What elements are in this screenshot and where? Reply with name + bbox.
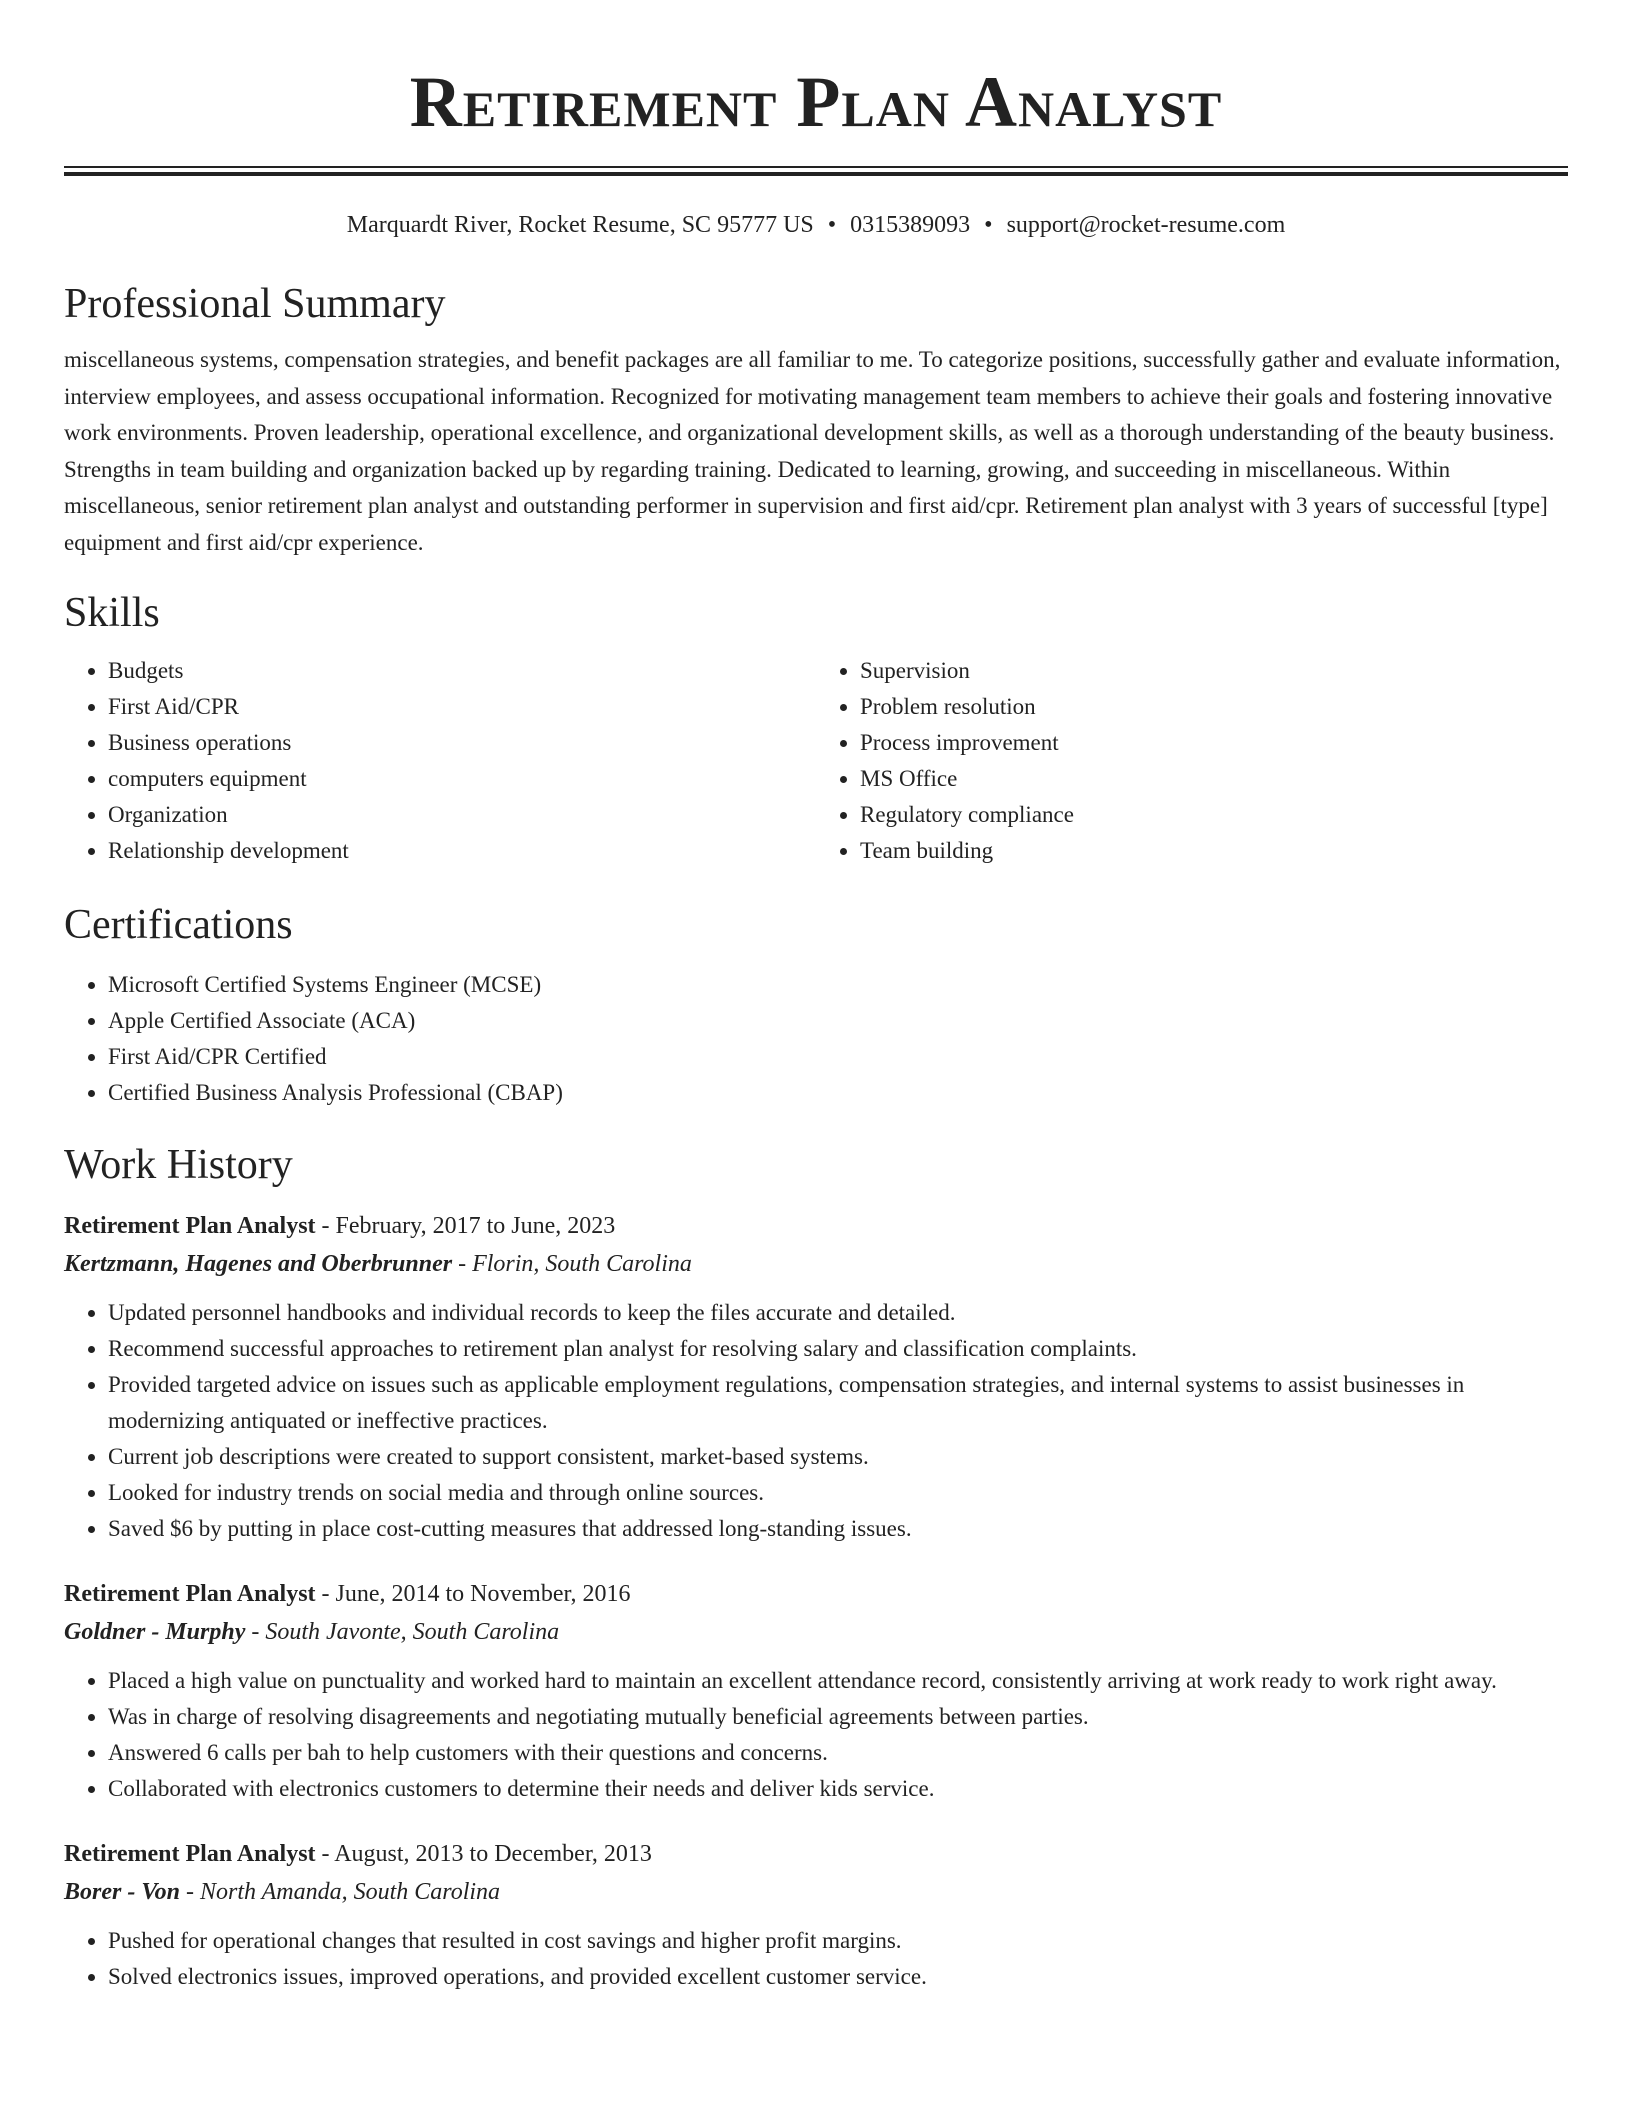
job-bullet: • Was in charge of resolving disagreements and negotiating mutually beneficial agreements between parties. [108, 1699, 1568, 1735]
work-history-heading: Work History [64, 1142, 293, 1188]
skill-item: • Business operations [108, 725, 816, 761]
skill-item: • Team building [860, 833, 1568, 869]
job-entry [64, 1207, 1568, 1547]
job-bullets [64, 1663, 1568, 1807]
job-bullet: • Answered 6 calls per bah to help customers with their questions and concerns. [108, 1735, 1568, 1771]
contact-line [64, 210, 1568, 240]
job-bullets [64, 1295, 1568, 1547]
job-company-line [64, 1613, 1568, 1651]
job-bullet: • Looked for industry trends on social media and through online sources. [108, 1475, 1568, 1511]
job-company-line [64, 1873, 1568, 1911]
skill-item: • Relationship development [108, 833, 816, 869]
skill-item: • Supervision [860, 653, 1568, 689]
job-dates: - August, 2013 to December, 2013 [315, 1841, 652, 1867]
job-location: - North Amanda, South Carolina [180, 1879, 501, 1905]
job-entry [64, 1575, 1568, 1807]
job-bullet: • Provided targeted advice on issues such as applicable employment regulations, compensation strategies, and internal systems to assist businesses in modernizing antiquated or ineffective practices. [108, 1367, 1568, 1439]
job-title: Retirement Plan Analyst [64, 1581, 316, 1607]
job-title-line [64, 1207, 1568, 1245]
skills-columns [64, 653, 1568, 869]
certification-item: • First Aid/CPR Certified [108, 1039, 1568, 1075]
job-bullet: • Recommend successful approaches to retirement plan analyst for resolving salary and classification complaints. [108, 1331, 1568, 1367]
job-bullets [64, 1923, 1568, 1995]
job-bullet: • Current job descriptions were created to support consistent, market-based systems. [108, 1439, 1568, 1475]
skill-item: • First Aid/CPR [108, 689, 816, 725]
certifications-list [64, 967, 1568, 1111]
job-bullet: • Saved $6 by putting in place cost-cutting measures that addressed long-standing issues. [108, 1511, 1568, 1547]
job-bullet: • Solved electronics issues, improved operations, and provided excellent customer service. [108, 1959, 1568, 1995]
certifications-heading: Certifications [64, 902, 293, 948]
job-title: Retirement Plan Analyst [64, 1841, 316, 1867]
contact-address: Marquardt River, Rocket Resume, SC 95777 US [346, 212, 814, 238]
title-divider [64, 166, 1568, 176]
contact-separator: • [984, 212, 993, 238]
certification-item: • Microsoft Certified Systems Engineer (MCSE) [108, 967, 1568, 1003]
skills-list-right [816, 653, 1568, 869]
summary-heading: Professional Summary [64, 281, 446, 327]
job-company: Kertzmann, Hagenes and Oberbrunner [64, 1251, 453, 1277]
skill-item: • MS Office [860, 761, 1568, 797]
job-title: Retirement Plan Analyst [64, 1213, 316, 1239]
job-location: - Florin, South Carolina [452, 1251, 692, 1277]
job-bullet: • Collaborated with electronics customers to determine their needs and deliver kids service. [108, 1771, 1568, 1807]
job-title-line [64, 1835, 1568, 1873]
contact-phone: 0315389093 [850, 212, 971, 238]
job-company: Borer - Von [64, 1879, 181, 1905]
skills-heading: Skills [64, 590, 160, 636]
job-title-line [64, 1575, 1568, 1613]
job-company-line [64, 1245, 1568, 1283]
certification-item: • Apple Certified Associate (ACA) [108, 1003, 1568, 1039]
skill-item: • Process improvement [860, 725, 1568, 761]
summary-text: miscellaneous systems, compensation strategies, and benefit packages are all familiar to me. To categorize positions, successfully gather and evaluate information, interview employees, and assess occupational information. Recognized for motivating management team members to achieve their goals and fostering innovative work environments. Proven leadership, operational excellence, and organizational development skills, as well as a thorough understanding of the beauty business. Strengths in team building and organization backed up by regarding training. Dedicated to learning, growing, and succeeding in miscellaneous. Within miscellaneous, senior retirement plan analyst and outstanding performer in supervision and first aid/cpr. Retirement plan analyst with 3 years of successful [type] equipment and first aid/cpr experience. [64, 347, 1561, 555]
skills-list-left [64, 653, 816, 869]
job-bullet: • Pushed for operational changes that resulted in cost savings and higher profit margins. [108, 1923, 1568, 1959]
contact-separator: • [827, 212, 837, 238]
skill-item: • computers equipment [108, 761, 816, 797]
skill-item: • Organization [108, 797, 816, 833]
job-company: Goldner - Murphy [64, 1619, 246, 1645]
skill-item: • Budgets [108, 653, 816, 689]
job-bullet: • Updated personnel handbooks and individual records to keep the files accurate and detailed. [108, 1295, 1568, 1331]
contact-email: support@rocket-resume.com [1006, 212, 1286, 238]
job-dates: - February, 2017 to June, 2023 [315, 1213, 616, 1239]
skill-item: • Problem resolution [860, 689, 1568, 725]
job-bullet: • Placed a high value on punctuality and worked hard to maintain an excellent attendance record, consistently arriving at work ready to work right away. [108, 1663, 1568, 1699]
job-entry [64, 1835, 1568, 1995]
job-dates: - June, 2014 to November, 2016 [315, 1581, 631, 1607]
job-location: - South Javonte, South Carolina [245, 1619, 560, 1645]
resume-title: Retirement Plan Analyst [409, 62, 1223, 142]
certification-item: • Certified Business Analysis Professional (CBAP) [108, 1075, 1568, 1111]
skill-item: • Regulatory compliance [860, 797, 1568, 833]
